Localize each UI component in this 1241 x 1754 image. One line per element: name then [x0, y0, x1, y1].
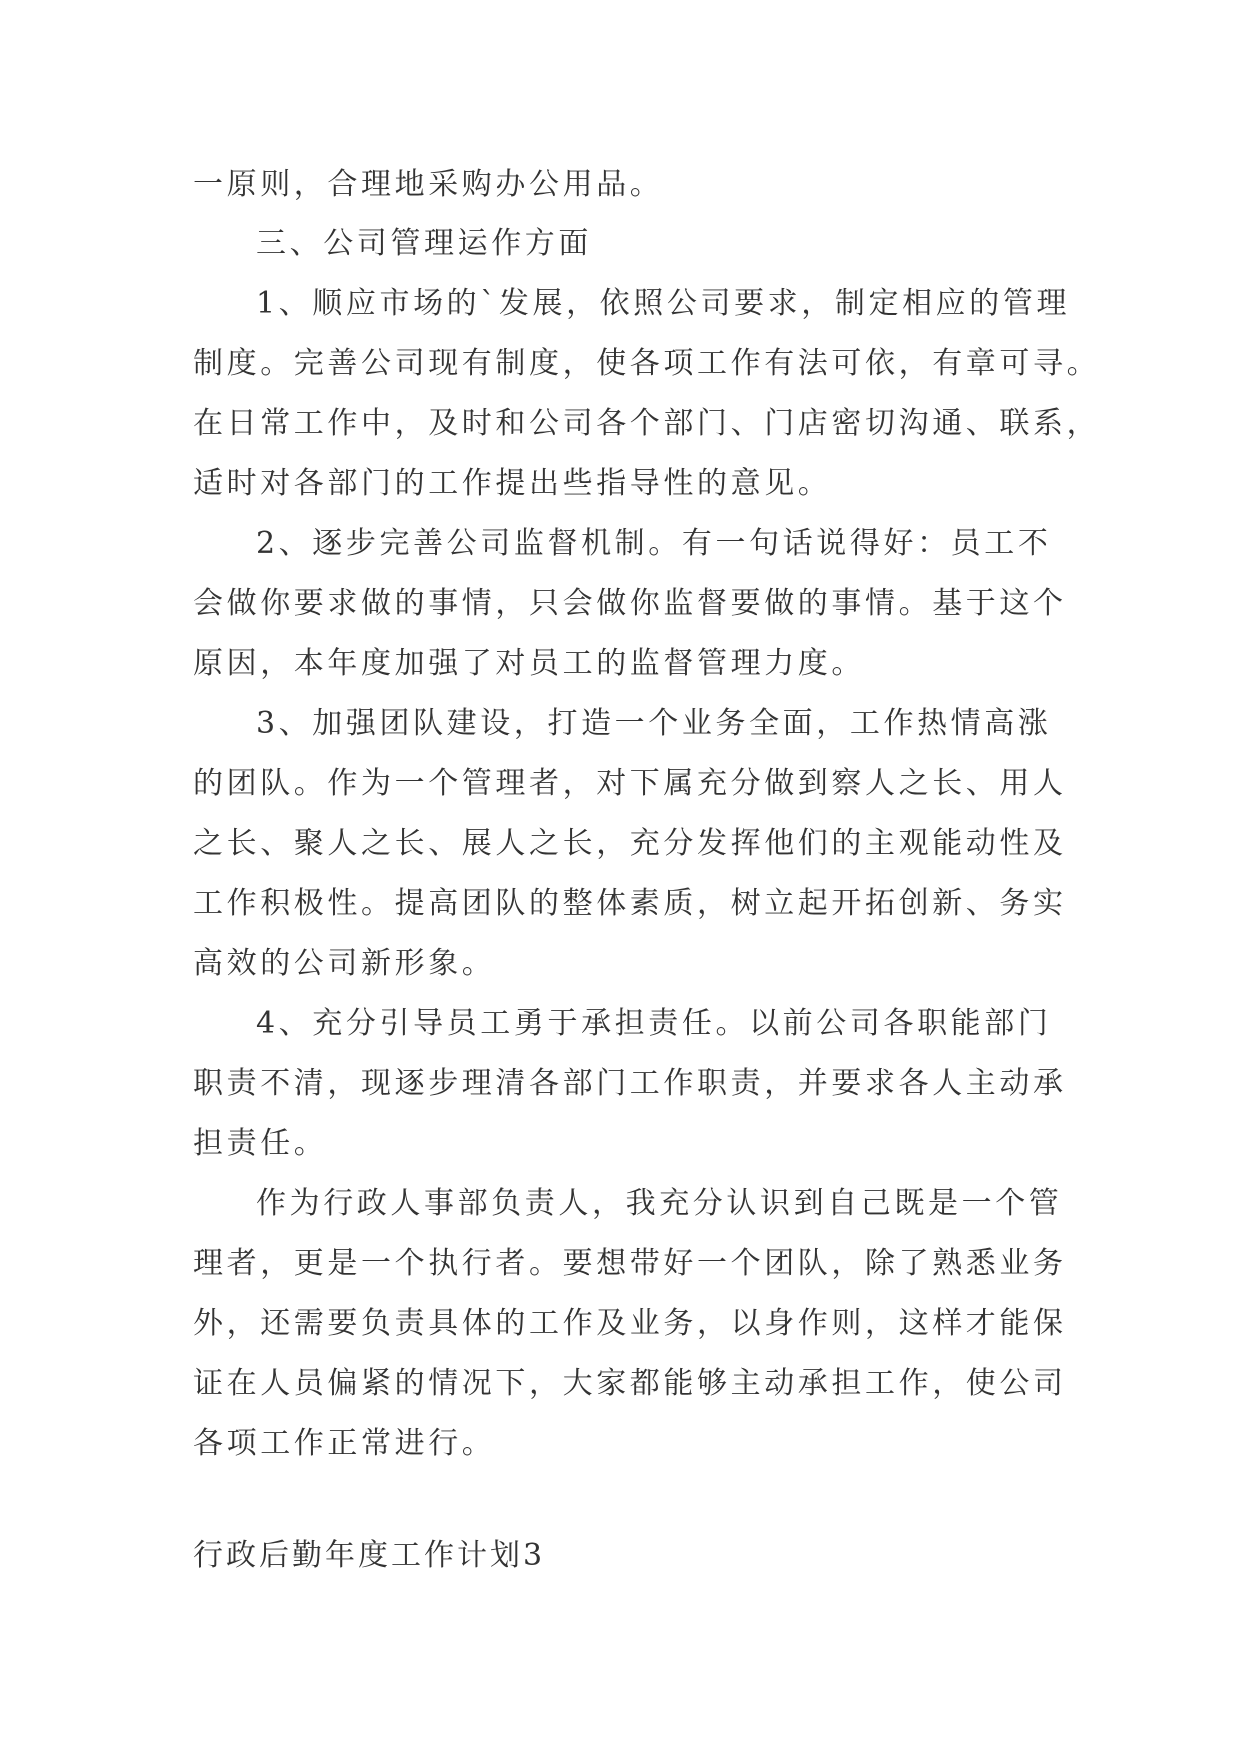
section-heading: 行政后勤年度工作计划3	[193, 1538, 546, 1573]
paragraph-line: 证在人员偏紧的情况下，大家都能够主动承担工作，使公司	[193, 1366, 1067, 1401]
paragraph-line: 理者，更是一个执行者。要想带好一个团队，除了熟悉业务	[193, 1246, 1067, 1281]
paragraph-line: 2、逐步完善公司监督机制。有一句话说得好：员工不	[256, 526, 1052, 561]
paragraph-line: 在日常工作中，及时和公司各个部门、门店密切沟通、联系，	[193, 406, 1101, 441]
paragraph-line: 1、顺应市场的`发展，依照公司要求，制定相应的管理	[256, 286, 1071, 321]
paragraph-line: 作为行政人事部负责人，我充分认识到自己既是一个管	[256, 1186, 1063, 1221]
paragraph-line: 制度。完善公司现有制度，使各项工作有法可依，有章可寻。	[193, 346, 1101, 381]
paragraph-line: 之长、聚人之长、展人之长，充分发挥他们的主观能动性及	[193, 826, 1067, 861]
paragraph-line: 4、充分引导员工勇于承担责任。以前公司各职能部门	[256, 1006, 1052, 1041]
paragraph-line: 工作积极性。提高团队的整体素质，树立起开拓创新、务实	[193, 886, 1067, 921]
paragraph-line: 原因，本年度加强了对员工的监督管理力度。	[193, 646, 865, 681]
paragraph-line: 外，还需要负责具体的工作及业务，以身作则，这样才能保	[193, 1306, 1067, 1341]
paragraph-line: 适时对各部门的工作提出些指导性的意见。	[193, 466, 832, 501]
paragraph-line: 高效的公司新形象。	[193, 946, 496, 981]
section-title-line: 三、公司管理运作方面	[256, 226, 592, 261]
paragraph-line: 3、加强团队建设，打造一个业务全面，工作热情高涨	[256, 706, 1052, 741]
paragraph-line: 的团队。作为一个管理者，对下属充分做到察人之长、用人	[193, 766, 1067, 801]
paragraph-line: 职责不清，现逐步理清各部门工作职责，并要求各人主动承	[193, 1066, 1067, 1101]
paragraph-line: 一原则，合理地采购办公用品。	[193, 167, 664, 202]
paragraph-line: 会做你要求做的事情，只会做你监督要做的事情。基于这个	[193, 586, 1067, 621]
paragraph-line: 各项工作正常进行。	[193, 1426, 496, 1461]
paragraph-line: 担责任。	[193, 1126, 328, 1161]
